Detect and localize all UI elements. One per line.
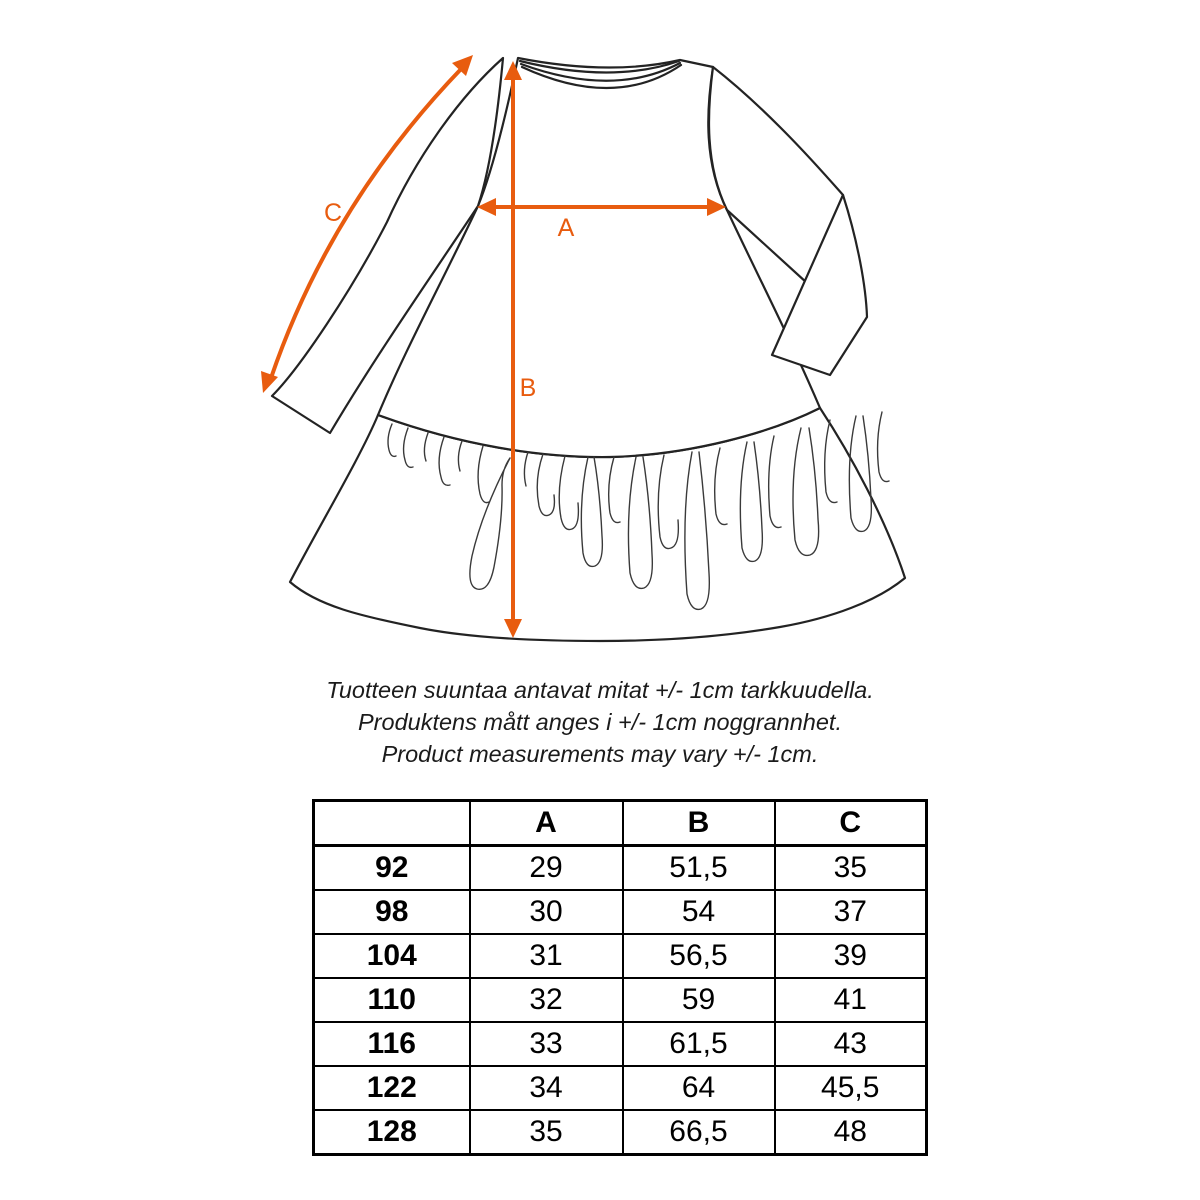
value-c: 39 <box>775 934 927 978</box>
measurement-note-fi: Tuotteen suuntaa antavat mitat +/- 1cm tarkkuudella. <box>326 677 874 703</box>
size-cell: 92 <box>314 846 470 891</box>
table-row <box>314 978 927 1022</box>
size-cell: 110 <box>314 978 470 1022</box>
value-a: 34 <box>470 1066 623 1110</box>
value-b: 66,5 <box>623 1110 775 1155</box>
table-header-c: C <box>775 801 927 846</box>
table-row <box>314 1022 927 1066</box>
table-row <box>314 1066 927 1110</box>
value-a: 35 <box>470 1110 623 1155</box>
value-c: 43 <box>775 1022 927 1066</box>
value-a: 33 <box>470 1022 623 1066</box>
value-b: 51,5 <box>623 846 775 891</box>
measurement-label-c: C <box>323 199 343 227</box>
table-row <box>314 846 927 891</box>
table-header-size <box>314 801 470 846</box>
measurement-note-en: Product measurements may vary +/- 1cm. <box>381 741 819 767</box>
size-cell: 122 <box>314 1066 470 1110</box>
measurement-note-sv: Produktens mått anges i +/- 1cm noggrannhet. <box>358 709 842 735</box>
measurement-label-a: A <box>557 214 575 242</box>
value-b: 59 <box>623 978 775 1022</box>
table-row <box>314 934 927 978</box>
value-c: 45,5 <box>775 1066 927 1110</box>
value-c: 35 <box>775 846 927 891</box>
value-a: 32 <box>470 978 623 1022</box>
size-cell: 104 <box>314 934 470 978</box>
table-header-b: B <box>623 801 775 846</box>
value-b: 54 <box>623 890 775 934</box>
arrowhead-downleft-icon <box>261 371 278 393</box>
measurement-note <box>0 674 1200 770</box>
value-b: 64 <box>623 1066 775 1110</box>
table-header-row <box>314 801 927 846</box>
table-row <box>314 890 927 934</box>
table-row <box>314 1110 927 1155</box>
value-c: 48 <box>775 1110 927 1155</box>
value-b: 61,5 <box>623 1022 775 1066</box>
size-table <box>312 799 928 1156</box>
value-a: 31 <box>470 934 623 978</box>
value-b: 56,5 <box>623 934 775 978</box>
value-a: 29 <box>470 846 623 891</box>
size-cell: 128 <box>314 1110 470 1155</box>
table-header-a: A <box>470 801 623 846</box>
size-cell: 98 <box>314 890 470 934</box>
size-table-container <box>312 799 928 1156</box>
value-a: 30 <box>470 890 623 934</box>
value-c: 41 <box>775 978 927 1022</box>
measurement-label-b: B <box>519 374 537 402</box>
size-cell: 116 <box>314 1022 470 1066</box>
value-c: 37 <box>775 890 927 934</box>
